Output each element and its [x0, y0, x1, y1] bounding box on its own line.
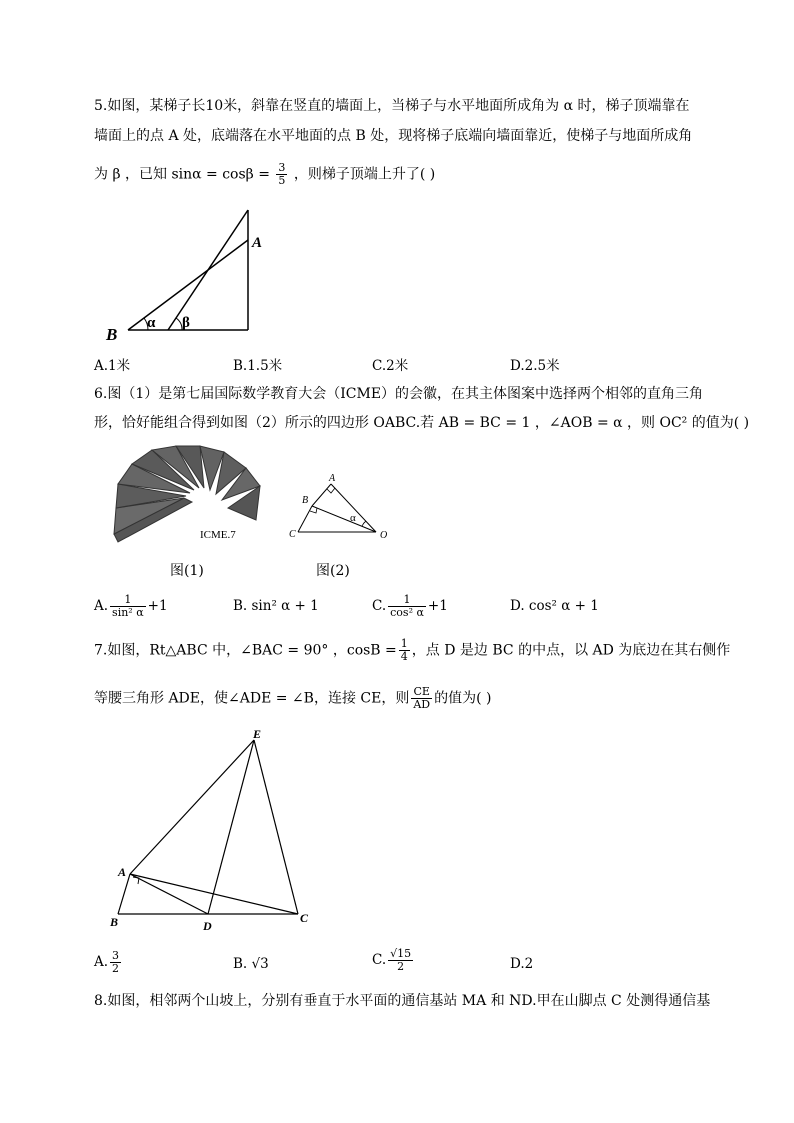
q6-caption-2: 图(2): [316, 563, 350, 579]
q7-line2-post: 的值为( ): [434, 690, 492, 707]
q7-line1: [94, 638, 730, 663]
q7-label-D: D: [203, 919, 212, 933]
q6-option-a-fraction: [110, 594, 146, 619]
q5-frac-num: 3: [278, 161, 286, 174]
q7-triangle-figure: [100, 722, 330, 934]
q5-frac-den: 5: [278, 174, 286, 187]
q6-edge-AO: [331, 484, 376, 532]
q7-edge-AB: [118, 874, 130, 914]
q7-line1-den: 4: [400, 650, 408, 663]
q6-option-b[interactable]: B. sin² α + 1: [233, 598, 319, 614]
q7-edge-AC: [130, 874, 298, 914]
q5-line3-pre: 为 β ，已知: [94, 166, 167, 183]
q7-label-E: E: [253, 727, 262, 741]
q6-option-c-num: 1: [388, 594, 426, 607]
q6-label-alpha: α: [350, 512, 356, 524]
q6-option-c-den: cos² α: [390, 606, 424, 619]
q6-option-c-prefix: C.: [372, 598, 387, 614]
q6-option-a-prefix: A.: [94, 598, 109, 614]
q7-line2-den: AD: [413, 698, 431, 711]
q7-line1-num: 1: [400, 637, 408, 650]
q6-option-a-den: sin² α: [112, 606, 144, 619]
q7-line1-post: ，点 D 是边 BC 的中点，以 AD 为底边在其右侧作: [411, 642, 731, 659]
q7-option-a-den: 2: [112, 962, 120, 975]
q7-line2-pre: 等腰三角形 ADE，使∠ADE = ∠B，连接 CE，则: [94, 690, 410, 707]
q5-label-beta: β: [182, 315, 190, 331]
q6-edge-BO: [312, 506, 376, 532]
q7-option-c-fraction: [388, 948, 413, 973]
q6-edge-BC: [298, 506, 312, 532]
q5-option-c[interactable]: C.2米: [372, 358, 409, 374]
q7-option-c-num: √15: [390, 947, 412, 960]
q5-line2: 墙面上的点 A 处，底端落在水平地面的点 B 处，现将梯子底端向墙面靠近，使梯子与地面所成角: [94, 128, 693, 144]
q7-option-d[interactable]: D.2: [510, 956, 534, 972]
q6-option-c-suffix: +1: [427, 598, 448, 614]
q5-label-A: A: [252, 235, 263, 251]
q6-option-a-suffix: +1: [147, 598, 168, 614]
q6-line1: 6.图（1）是第七届国际数学教育大会（ICME）的会徽，在其主体图案中选择两个相邻的直角三角: [94, 386, 704, 402]
q5-option-a[interactable]: A.1米: [94, 358, 131, 374]
q6-right-angle-A: [327, 488, 335, 493]
q6-option-a-num: 1: [110, 594, 146, 607]
q7-option-a-prefix: A.: [94, 954, 109, 970]
q7-right-angle-A: [133, 877, 139, 884]
q7-option-a[interactable]: [94, 950, 123, 975]
q5-line3-eq: sinα = cosβ =: [171, 166, 270, 183]
q6-label-B: B: [302, 495, 309, 506]
q6-edge-AB: [312, 484, 331, 506]
q7-line1-fraction: [399, 638, 410, 663]
q8-line1: 8.如图，相邻两个山坡上，分别有垂直于水平面的通信基站 MA 和 ND.甲在山脚点 C 处测得通信基: [94, 993, 711, 1009]
q6-icme-logo: [104, 438, 274, 548]
q6-label-O: O: [380, 530, 388, 541]
q6-logo-text: ICME.7: [200, 529, 236, 541]
q5-line3: [94, 162, 435, 187]
q7-line2-fraction: [411, 686, 432, 711]
q6-option-d[interactable]: D. cos² α + 1: [510, 598, 599, 614]
q5-fraction: [276, 162, 287, 187]
q6-label-C: C: [289, 529, 296, 540]
q7-option-a-num: 3: [112, 949, 120, 962]
q6-caption-1: 图(1): [170, 563, 204, 579]
q7-edge-AD: [130, 874, 208, 914]
q5-option-d[interactable]: D.2.5米: [510, 358, 560, 374]
q7-edge-DE: [208, 740, 254, 914]
q6-option-c[interactable]: [372, 594, 448, 619]
q6-alpha-arc: [362, 521, 366, 526]
q6-label-A: A: [329, 473, 336, 484]
q6-option-a[interactable]: [94, 594, 168, 619]
q6-option-c-fraction: [388, 594, 426, 619]
q5-line1: 5.如图，某梯子长10米，斜靠在竖直的墙面上，当梯子与水平地面所成角为 α 时，梯子顶端靠在: [94, 98, 690, 114]
q7-option-b[interactable]: B. √3: [233, 956, 269, 972]
q5-option-b[interactable]: B.1.5米: [233, 358, 283, 374]
q7-option-a-fraction: [110, 950, 121, 975]
q7-line2: [94, 686, 491, 711]
q7-label-A: A: [118, 865, 127, 879]
q7-option-c[interactable]: [372, 948, 415, 973]
q5-label-B: B: [106, 325, 118, 344]
q7-option-c-den: 2: [397, 960, 405, 973]
q7-label-B: B: [110, 915, 119, 929]
q5-line3-post: ，则梯子顶端上升了( ): [293, 166, 436, 183]
q7-option-c-prefix: C.: [372, 952, 387, 968]
q7-edge-AE: [130, 740, 254, 874]
q7-line1-pre: 7.如图，Rt△ABC 中，∠BAC = 90° ，cosB =: [94, 642, 397, 659]
q5-ladder-beta: [168, 210, 248, 330]
q6-quadrilateral-figure: [286, 470, 396, 546]
q6-line2: 形，恰好能组合得到如图（2）所示的四边形 OABC.若 AB = BC = 1 ，∠AOB = α ，则 OC² 的值为( ): [94, 415, 750, 431]
q7-edge-CE: [254, 740, 298, 914]
q7-line2-num: CE: [411, 686, 432, 699]
q5-label-alpha: α: [147, 315, 156, 331]
q7-label-C: C: [300, 911, 309, 925]
q5-ladder-figure: [100, 200, 280, 350]
